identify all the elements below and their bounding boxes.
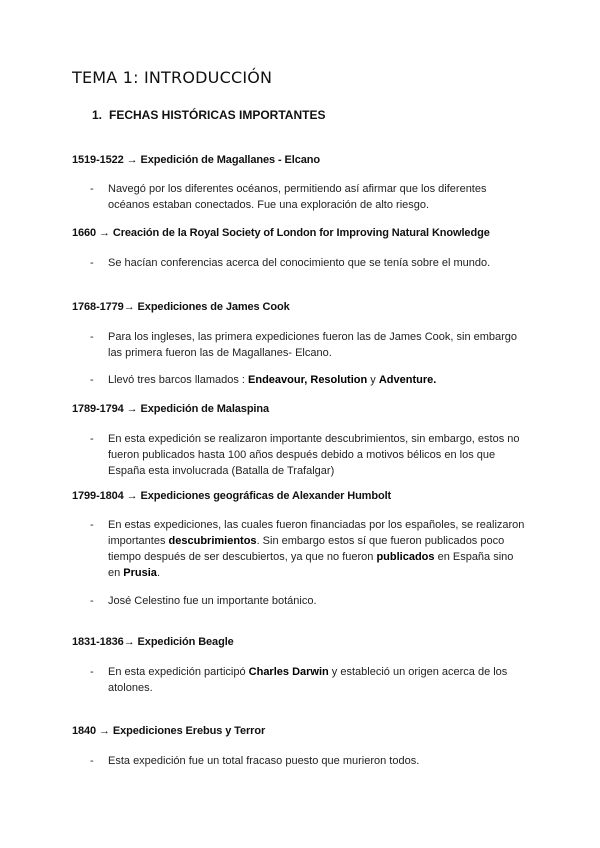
bullet-text: Llevó tres barcos llamados : Endeavour, Resolution y Adventure. <box>108 374 437 386</box>
bullet-dash: - <box>90 666 94 678</box>
bullet-dash: - <box>90 374 94 386</box>
bullet-text: En estas expediciones, las cuales fueron financiadas por los españoles, se realizaron importantes descubrimientos. Sin embargo estos sí que fueron publicados poco tiempo después de ser descubiertos, ya que no fueron publicados en España sino en Prusia. <box>108 519 525 579</box>
section-label: FECHAS HISTÓRICAS IMPORTANTES <box>109 108 326 122</box>
entry-heading-james-cook: 1768-1779→ Expediciones de James Cook <box>72 301 290 313</box>
bullet-text: En esta expedición se realizaron importante descubrimientos, sin embargo, estos no fueron publicados hasta 100 años después debido a motivos bélicos en los que España esta involucrada (Batalla de Trafalgar) <box>108 433 520 477</box>
entry-heading-erebus-terror: 1840 → Expediciones Erebus y Terror <box>72 725 266 737</box>
bullet-dash: - <box>90 595 94 607</box>
bullet-dash: - <box>90 755 94 767</box>
entry-heading-humbolt: 1799-1804 → Expediciones geográficas de Alexander Humbolt <box>72 490 392 502</box>
entry-heading-royal-society: 1660 → Creación de la Royal Society of London for Improving Natural Knowledge <box>72 227 490 239</box>
bullet-text: Se hacían conferencias acerca del conocimiento que se tenía sobre el mundo. <box>108 257 491 269</box>
bullet-dash: - <box>90 519 94 531</box>
entry-heading-magallanes: 1519-1522 → Expedición de Magallanes - Elcano <box>72 154 320 166</box>
bullet-text: José Celestino fue un importante botánico. <box>108 595 317 607</box>
entry-heading-beagle: 1831-1836→ Expedición Beagle <box>72 636 234 648</box>
bullet-dash: - <box>90 257 94 269</box>
document-title: TEMA 1: INTRODUCCIÓN <box>72 68 273 87</box>
bullet-text: Navegó por los diferentes océanos, permitiendo así afirmar que los diferentes océanos estaban conectados. Fue una exploración de alto riesgo. <box>108 183 487 211</box>
bullet-text: Esta expedición fue un total fracaso puesto que murieron todos. <box>108 755 420 767</box>
bullet-dash: - <box>90 331 94 343</box>
entry-heading-malaspina: 1789-1794 → Expedición de Malaspina <box>72 403 270 415</box>
section-number: 1. <box>92 108 103 122</box>
bullet-dash: - <box>90 433 94 445</box>
bullet-text: En esta expedición participó Charles Darwin y estableció un origen acerca de los atolones. <box>108 666 508 694</box>
bullet-dash: - <box>90 183 94 195</box>
bullet-text: Para los ingleses, las primera expediciones fueron las de James Cook, sin embargo las primera fueron las de Magallanes- Elcano. <box>108 331 518 359</box>
section-heading <box>92 108 325 122</box>
